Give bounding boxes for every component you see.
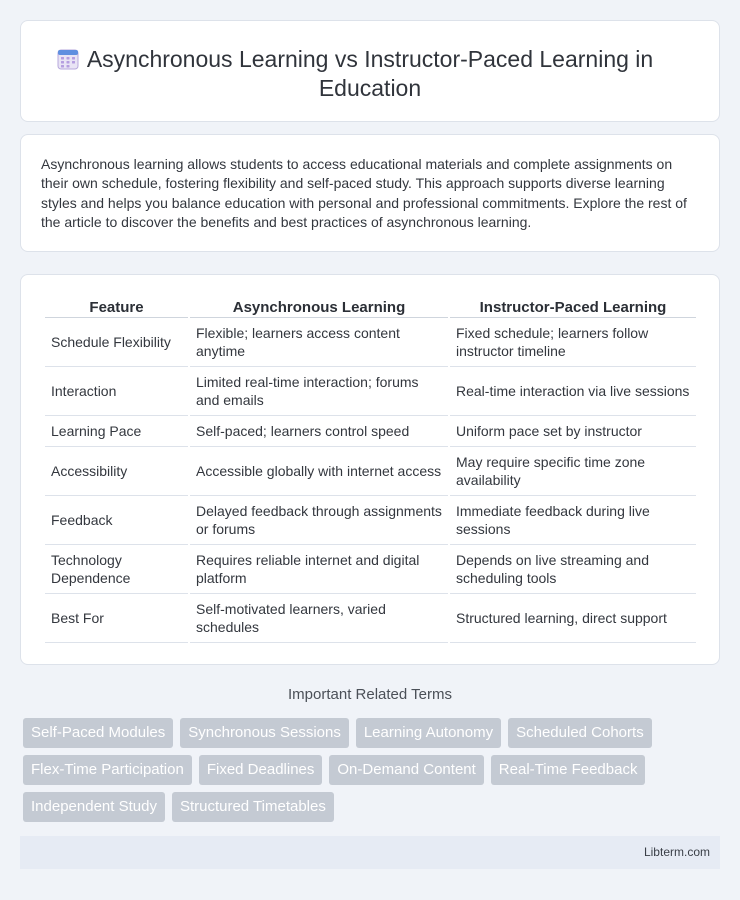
comparison-table — [43, 297, 698, 643]
asynchronous-cell: Requires reliable internet and digital platform — [190, 545, 448, 594]
asynchronous-cell: Delayed feedback through assignments or forums — [190, 496, 448, 545]
feature-cell: Feedback — [45, 496, 188, 545]
instructor-paced-cell: Uniform pace set by instructor — [450, 416, 696, 447]
table-row — [45, 416, 696, 447]
related-term-tag[interactable]: Flex-Time Participation — [23, 755, 192, 785]
asynchronous-cell: Self-paced; learners control speed — [190, 416, 448, 447]
table-row — [45, 447, 696, 496]
table-row — [45, 594, 696, 643]
asynchronous-cell: Accessible globally with internet access — [190, 447, 448, 496]
related-term-tag[interactable]: Scheduled Cohorts — [508, 718, 652, 748]
related-term-tag[interactable]: Independent Study — [23, 792, 165, 822]
feature-cell: Best For — [45, 594, 188, 643]
table-row — [45, 545, 696, 594]
related-term-tag[interactable]: Structured Timetables — [172, 792, 334, 822]
title-card — [20, 20, 720, 122]
footer-site-link[interactable]: Libterm.com — [643, 845, 710, 859]
feature-cell: Schedule Flexibility — [45, 318, 188, 367]
feature-cell: Accessibility — [45, 447, 188, 496]
instructor-paced-cell: Fixed schedule; learners follow instructor timeline — [450, 318, 696, 367]
asynchronous-cell: Limited real-time interaction; forums and emails — [190, 367, 448, 416]
related-terms-list — [23, 718, 713, 829]
intro-paragraph: Asynchronous learning allows students to access educational materials and complete assignments on their own schedule, fostering flexibility and self-paced study. This approach supports diverse learning styles and helps you balance education with personal and professional commitments. Explore the rest of the article to discover the benefits and best practices of asynchronous learning. — [41, 156, 687, 230]
feature-cell: Learning Pace — [45, 416, 188, 447]
table-row — [45, 496, 696, 545]
header-instructor-paced: Instructor-Paced Learning — [450, 297, 696, 318]
related-term-tag[interactable]: Self-Paced Modules — [23, 718, 173, 748]
instructor-paced-cell: Immediate feedback during live sessions — [450, 496, 696, 545]
related-term-tag[interactable]: Synchronous Sessions — [180, 718, 349, 748]
intro-card — [20, 134, 720, 252]
page-title: Asynchronous Learning vs Instructor-Paced Learning in Education — [86, 46, 654, 101]
feature-cell: Interaction — [45, 367, 188, 416]
header-asynchronous: Asynchronous Learning — [190, 297, 448, 318]
table-row — [45, 367, 696, 416]
header-feature: Feature — [45, 297, 188, 318]
related-terms-title: Important Related Terms — [288, 686, 452, 703]
footer — [20, 836, 720, 869]
related-term-tag[interactable]: Learning Autonomy — [356, 718, 501, 748]
instructor-paced-cell: May require specific time zone availability — [450, 447, 696, 496]
related-term-tag[interactable]: Fixed Deadlines — [199, 755, 323, 785]
asynchronous-cell: Flexible; learners access content anytime — [190, 318, 448, 367]
related-term-tag[interactable]: Real-Time Feedback — [491, 755, 646, 785]
instructor-paced-cell: Depends on live streaming and scheduling tools — [450, 545, 696, 594]
comparison-card — [20, 274, 720, 665]
instructor-paced-cell: Real-time interaction via live sessions — [450, 367, 696, 416]
table-row — [45, 318, 696, 367]
related-term-tag[interactable]: On-Demand Content — [329, 755, 483, 785]
feature-cell: Technology Dependence — [45, 545, 188, 594]
instructor-paced-cell: Structured learning, direct support — [450, 594, 696, 643]
asynchronous-cell: Self-motivated learners, varied schedules — [190, 594, 448, 643]
table-header-row — [45, 297, 696, 318]
